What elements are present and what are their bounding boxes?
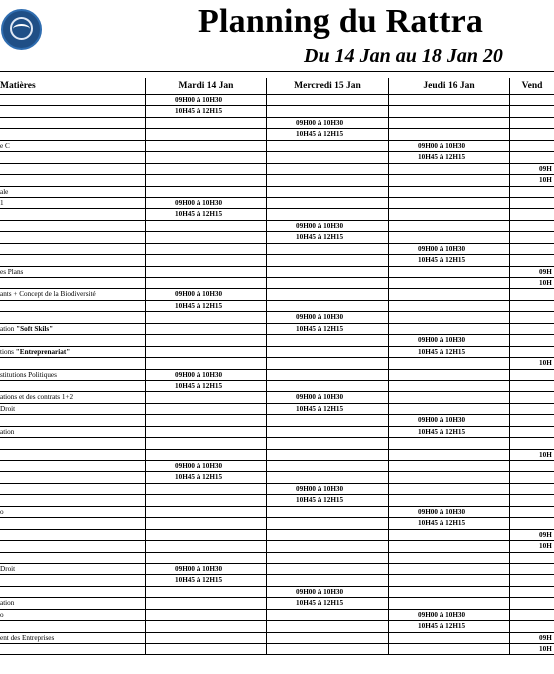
slot-cell: 10H45 à 12H15 — [388, 152, 509, 162]
slot-cell: 10H45 à 12H15 — [388, 518, 509, 528]
slot-cell: 10H45 à 12H15 — [266, 324, 388, 334]
slot-cell: 09H00 à 10H30 — [145, 95, 266, 105]
schedule-table — [0, 78, 554, 655]
subject-label: ent des Entreprises — [0, 633, 55, 642]
slot-cell: 09H00 à 10H30 — [266, 587, 388, 597]
slot-cell: 10H45 à 12H15 — [266, 598, 388, 608]
subject-label: Droit — [0, 404, 16, 413]
slot-cell: 10H45 à 12H15 — [145, 575, 266, 585]
subject-label: o — [0, 610, 4, 619]
table-row — [0, 278, 554, 289]
table-row — [0, 553, 554, 564]
slot-cell: 10H45 à 12H15 — [266, 404, 388, 414]
slot-cell: 10H45 à 12H15 — [145, 106, 266, 116]
slot-cell: 10H — [509, 175, 554, 185]
slot-cell: 10H — [509, 541, 554, 551]
table-row — [0, 495, 554, 506]
slot-cell: 09H00 à 10H30 — [388, 244, 509, 254]
table-row — [0, 644, 554, 655]
slot-cell: 10H — [509, 278, 554, 288]
table-row — [0, 587, 554, 598]
table-row — [0, 427, 554, 438]
slot-cell: 09H — [509, 633, 554, 643]
table-row — [0, 106, 554, 117]
table-row — [0, 381, 554, 392]
slot-cell: 10H45 à 12H15 — [266, 495, 388, 505]
table-row — [0, 141, 554, 152]
table-row — [0, 324, 554, 335]
slot-cell: 09H00 à 10H30 — [145, 198, 266, 208]
table-row — [0, 244, 554, 255]
table-row — [0, 621, 554, 632]
slot-cell: 10H45 à 12H15 — [388, 347, 509, 357]
table-row — [0, 392, 554, 403]
table-row — [0, 610, 554, 621]
table-row — [0, 541, 554, 552]
column-header-wednesday: Mercredi 15 Jan — [266, 78, 388, 94]
slot-cell: 09H00 à 10H30 — [145, 461, 266, 471]
subject-label: es Plans — [0, 267, 24, 276]
slot-cell: 10H45 à 12H15 — [266, 232, 388, 242]
slot-cell: 10H45 à 12H15 — [145, 381, 266, 391]
slot-cell: 10H45 à 12H15 — [388, 427, 509, 437]
slot-cell: 09H00 à 10H30 — [145, 370, 266, 380]
column-header-friday: Vend — [509, 78, 554, 94]
table-row — [0, 358, 554, 369]
table-row — [0, 267, 554, 278]
column-header-tuesday: Mardi 14 Jan — [145, 78, 266, 94]
slot-cell: 09H00 à 10H30 — [388, 141, 509, 151]
slot-cell: 10H45 à 12H15 — [145, 301, 266, 311]
slot-cell: 10H — [509, 450, 554, 460]
subject-label: ale — [0, 187, 9, 196]
slot-cell: 09H00 à 10H30 — [266, 221, 388, 231]
table-row — [0, 404, 554, 415]
table-row — [0, 518, 554, 529]
subject-label: ation — [0, 599, 15, 608]
subject-label: o — [0, 507, 4, 516]
university-logo — [1, 9, 42, 50]
subject-label-emphasis: "Entreprenariat" — [15, 347, 71, 356]
table-row — [0, 472, 554, 483]
table-row — [0, 530, 554, 541]
slot-cell: 09H00 à 10H30 — [388, 610, 509, 620]
subject-label: ation — [0, 427, 15, 436]
page-title: Planning du Rattra — [198, 3, 484, 40]
table-row — [0, 221, 554, 232]
table-row — [0, 289, 554, 300]
slot-cell: 09H00 à 10H30 — [145, 289, 266, 299]
table-row — [0, 301, 554, 312]
table-row — [0, 187, 554, 198]
slot-cell: 09H00 à 10H30 — [145, 564, 266, 574]
table-row — [0, 438, 554, 449]
table-row — [0, 95, 554, 106]
subject-label: stitutions Politiques — [0, 370, 57, 379]
slot-cell: 09H00 à 10H30 — [388, 335, 509, 345]
table-row — [0, 198, 554, 209]
slot-cell: 10H45 à 12H15 — [145, 472, 266, 482]
slot-cell: 09H00 à 10H30 — [266, 484, 388, 494]
slot-cell: 09H — [509, 164, 554, 174]
column-header-subjects: Matières — [0, 81, 36, 91]
table-row — [0, 564, 554, 575]
table-row — [0, 175, 554, 186]
slot-cell: 10H45 à 12H15 — [266, 129, 388, 139]
table-row — [0, 484, 554, 495]
table-row — [0, 575, 554, 586]
slot-cell: 09H00 à 10H30 — [266, 118, 388, 128]
date-range: Du 14 Jan au 18 Jan 20 — [304, 45, 503, 67]
subject-label: tions — [0, 347, 16, 356]
slot-cell: 09H00 à 10H30 — [266, 392, 388, 402]
slot-cell: 09H — [509, 530, 554, 540]
table-row — [0, 118, 554, 129]
table-row — [0, 129, 554, 140]
column-header-thursday: Jeudi 16 Jan — [388, 78, 509, 94]
slot-cell: 10H — [509, 644, 554, 654]
table-row — [0, 461, 554, 472]
table-row — [0, 209, 554, 220]
subject-label: Droit — [0, 564, 16, 573]
subject-label: ation — [0, 324, 17, 333]
table-row — [0, 232, 554, 243]
subject-label: ations et des contrats 1+2 — [0, 393, 74, 402]
slot-cell: 10H45 à 12H15 — [388, 621, 509, 631]
slot-cell: 09H00 à 10H30 — [388, 415, 509, 425]
slot-cell: 10H45 à 12H15 — [388, 255, 509, 265]
table-row — [0, 335, 554, 346]
header-divider — [0, 71, 554, 72]
table-row — [0, 164, 554, 175]
subject-label: 1 — [0, 198, 4, 207]
table-header-row — [0, 78, 554, 95]
table-row — [0, 347, 554, 358]
table-row — [0, 312, 554, 323]
table-row — [0, 633, 554, 644]
table-row — [0, 370, 554, 381]
table-row — [0, 255, 554, 266]
subject-label: ants + Concept de la Biodiversité — [0, 290, 96, 299]
table-row — [0, 450, 554, 461]
slot-cell: 09H00 à 10H30 — [266, 312, 388, 322]
slot-cell: 09H — [509, 267, 554, 277]
subject-label-emphasis: "Soft Skils" — [16, 324, 54, 333]
slot-cell: 09H00 à 10H30 — [388, 507, 509, 517]
table-row — [0, 507, 554, 518]
slot-cell: 10H — [509, 358, 554, 368]
table-row — [0, 152, 554, 163]
table-row — [0, 598, 554, 609]
slot-cell: 10H45 à 12H15 — [145, 209, 266, 219]
subject-label: e C — [0, 141, 10, 150]
table-row — [0, 415, 554, 426]
